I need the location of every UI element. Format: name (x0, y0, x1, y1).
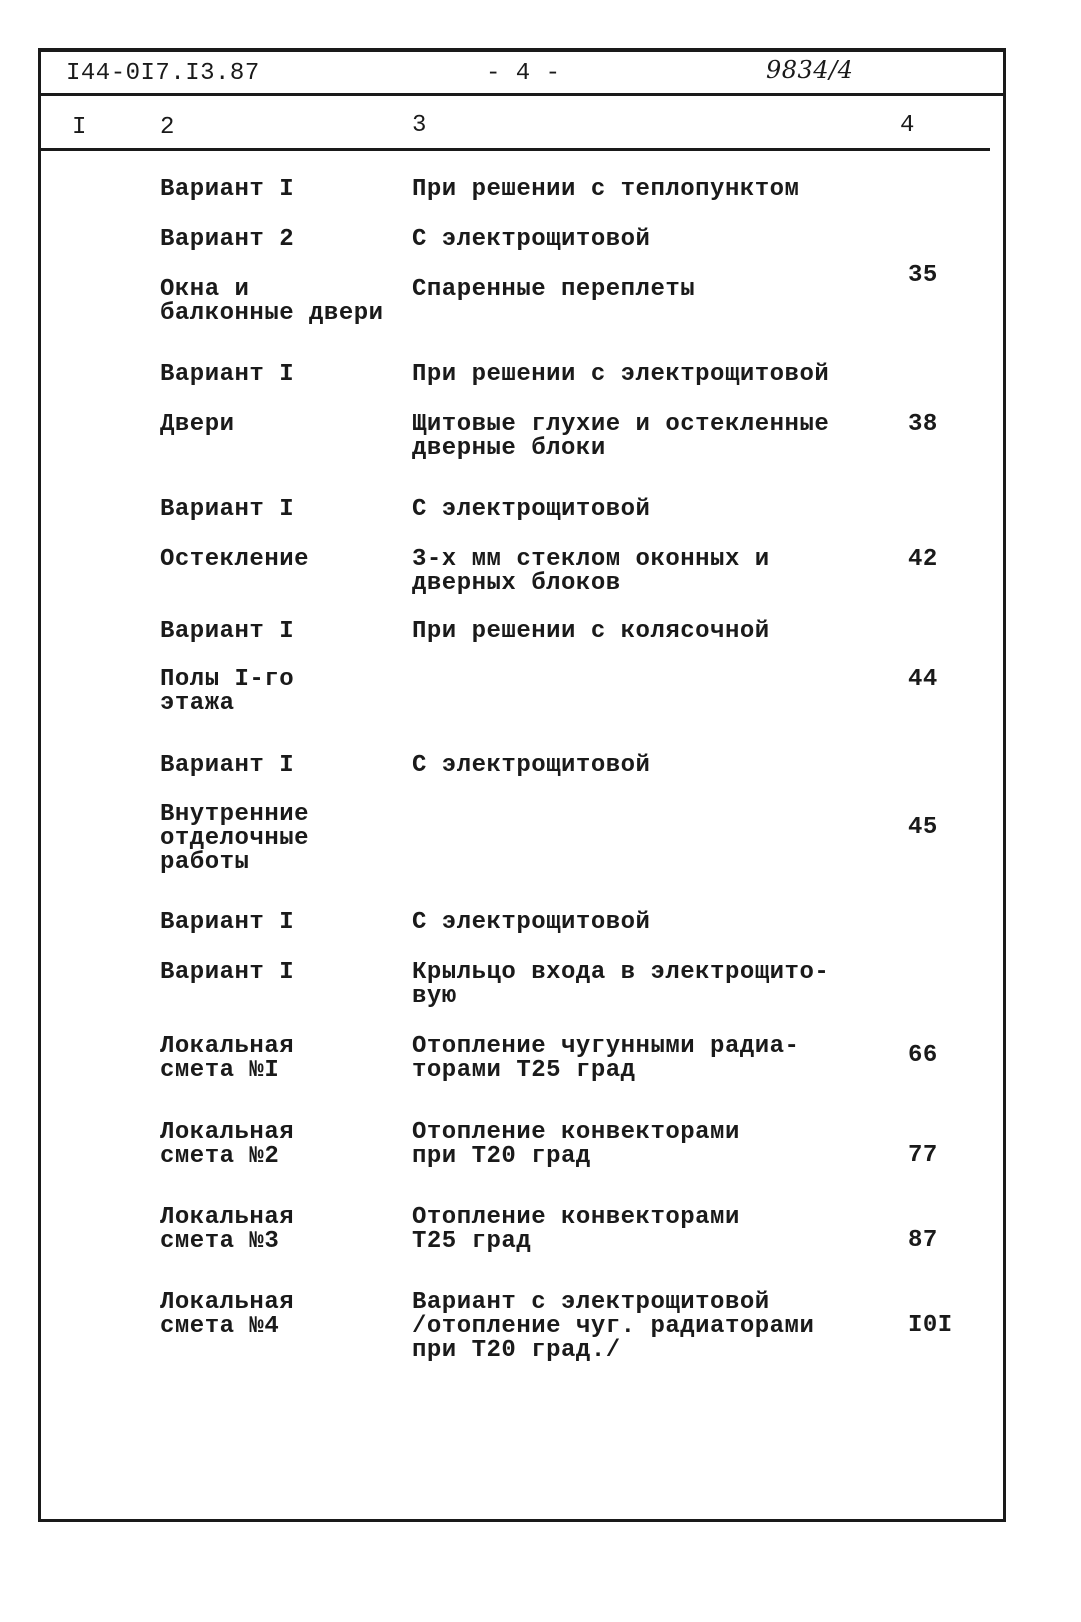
document-code: I44-0I7.I3.87 (66, 60, 260, 87)
row-item-description: Крыльцо входа в электрощито- вую (412, 959, 830, 1010)
column-header-4: 4 (900, 112, 915, 139)
row-item-name: Локальная смета №2 (160, 1119, 295, 1170)
row-item-description: При решении с электрощитовой (412, 361, 830, 388)
row-item-name: Вариант I (160, 618, 295, 645)
row-item-name: Вариант I (160, 496, 295, 523)
row-item-name: Вариант I (160, 361, 295, 388)
column-header-2: 2 (160, 114, 175, 141)
row-item-name: Локальная смета №I (160, 1033, 295, 1084)
page-number: - 4 - (486, 60, 561, 87)
row-page-number: 35 (908, 262, 938, 289)
row-item-name: Вариант 2 (160, 226, 295, 253)
row-page-number: 87 (908, 1227, 938, 1254)
row-item-description: Щитовые глухие и остекленные дверные блоки (412, 411, 830, 462)
row-page-number: 77 (908, 1142, 938, 1169)
row-item-description: С электрощитовой (412, 752, 651, 779)
row-item-description: Спаренные переплеты (412, 276, 696, 303)
row-page-number: 38 (908, 411, 938, 438)
row-item-description: Вариант с электрощитовой /отопление чуг. радиаторами при T20 град./ (412, 1289, 815, 1364)
column-header-1: I (72, 114, 87, 141)
row-item-description: 3-х мм стеклом оконных и дверных блоков (412, 546, 770, 597)
row-item-name: Полы I-го этажа (160, 666, 295, 717)
row-item-description: Отопление конвекторами T25 град (412, 1204, 740, 1255)
handwritten-note: 9834/4 (766, 56, 854, 84)
row-item-name: Остекление (160, 546, 310, 573)
header-divider (38, 93, 1006, 96)
row-item-description: Отопление чугунными радиа- торами T25 град (412, 1033, 800, 1084)
column-header-3: 3 (412, 112, 427, 139)
row-item-description: С электрощитовой (412, 226, 651, 253)
row-item-description: Отопление конвекторами при T20 град (412, 1119, 740, 1170)
row-item-name: Двери (160, 411, 235, 438)
row-page-number: 45 (908, 814, 938, 841)
row-item-name: Вариант I (160, 959, 295, 986)
row-page-number: 44 (908, 666, 938, 693)
row-item-description: При решении с теплопунктом (412, 176, 800, 203)
row-item-description: С электрощитовой (412, 909, 651, 936)
row-item-name: Вариант I (160, 176, 295, 203)
row-item-name: Вариант I (160, 752, 295, 779)
row-item-name: Внутренние отделочные работы (160, 801, 310, 876)
row-item-description: При решении с колясочной (412, 618, 770, 645)
row-page-number: I0I (908, 1312, 953, 1339)
row-page-number: 42 (908, 546, 938, 573)
column-header-divider (38, 148, 990, 151)
row-page-number: 66 (908, 1042, 938, 1069)
row-item-name: Локальная смета №3 (160, 1204, 295, 1255)
row-item-description: С электрощитовой (412, 496, 651, 523)
row-item-name: Локальная смета №4 (160, 1289, 295, 1340)
row-item-name: Вариант I (160, 909, 295, 936)
row-item-name: Окна и балконные двери (160, 276, 384, 327)
